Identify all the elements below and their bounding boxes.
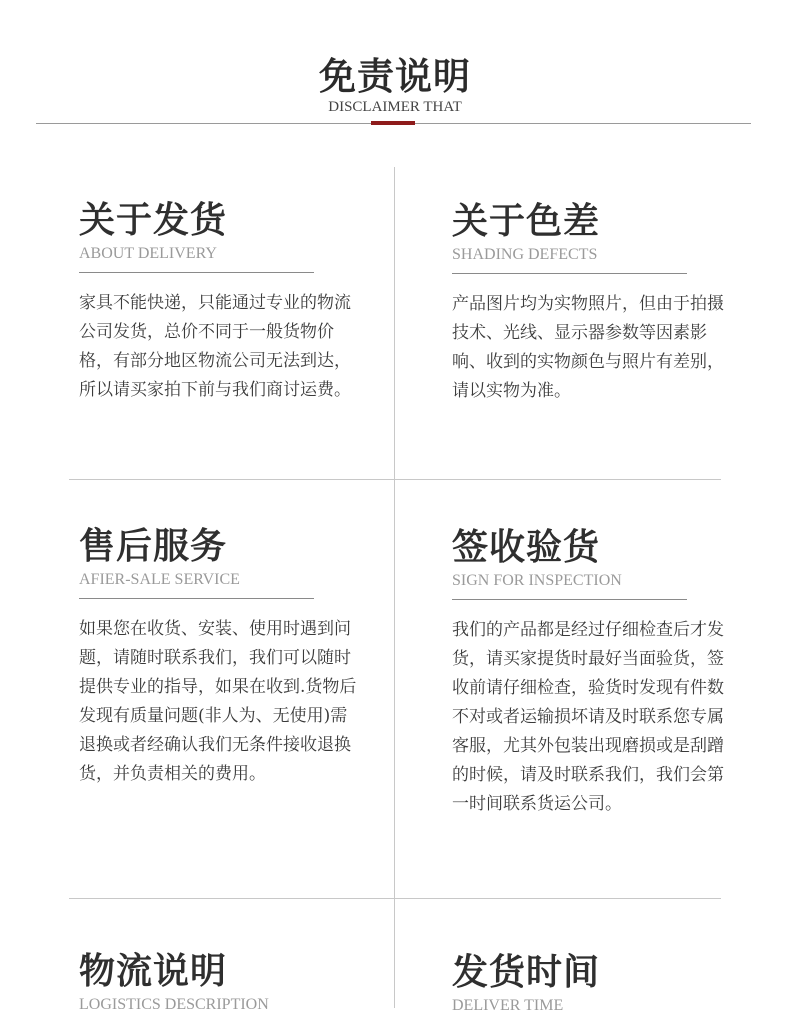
section-subtitle: SIGN FOR INSPECTION xyxy=(452,572,622,589)
section-body: 如果您在收货、安装、使用时遇到问题，请随时联系我们，我们可以随时提供专业的指导，如果在收到.货物后发现有质量问题(非人为、无使用)需退换或者经确认我们无条件接收退换货，并负责相关的费用。 xyxy=(79,619,357,784)
section-subtitle: LOGISTICS DESCRIPTION xyxy=(79,996,269,1013)
section-deliver-time xyxy=(452,950,752,1016)
section-about-delivery xyxy=(79,198,379,405)
section-body: 产品图片均为实物照片，但由于拍摄技术、光线、显示器参数等因素影响、收到的实物颜色与照片有差别，请以实物为准。 xyxy=(452,294,724,401)
section-title: 签收验货 xyxy=(452,526,601,568)
header-accent-bar xyxy=(371,121,415,125)
section-divider xyxy=(452,273,687,274)
section-after-sale-service xyxy=(79,524,379,789)
section-title: 关于色差 xyxy=(452,200,601,242)
section-divider xyxy=(79,272,314,273)
section-subtitle: DELIVER TIME xyxy=(452,997,564,1014)
section-subtitle: ABOUT DELIVERY xyxy=(79,245,217,262)
section-subtitle: SHADING DEFECTS xyxy=(452,246,598,263)
section-title: 物流说明 xyxy=(79,950,228,992)
row-divider xyxy=(69,898,721,899)
column-divider xyxy=(394,167,395,1008)
section-title: 发货时间 xyxy=(452,951,601,993)
section-sign-for-inspection xyxy=(452,525,752,819)
section-subtitle: AFIER-SALE SERVICE xyxy=(79,571,240,588)
section-title: 关于发货 xyxy=(79,199,228,241)
section-divider xyxy=(79,598,314,599)
section-shading-defects xyxy=(452,199,752,406)
section-body: 我们的产品都是经过仔细检查后才发货，请买家提货时最好当面验货，签收前请仔细检查，验货时发现有件数不对或者运输损坏请及时联系您专属客服，尤其外包装出现磨损或是刮蹭的时候，请及时联系我们，我们会第一时间联系货运公司。 xyxy=(452,620,724,814)
section-divider xyxy=(452,599,687,600)
page-subtitle: DISCLAIMER THAT xyxy=(328,99,462,115)
section-logistics-description xyxy=(79,949,379,1015)
row-divider xyxy=(69,479,721,480)
page-title: 免责说明 xyxy=(319,54,471,98)
section-title: 售后服务 xyxy=(79,525,228,567)
section-body: 家具不能快递，只能通过专业的物流公司发货，总价不同于一般货物价格，有部分地区物流公司无法到达，所以请买家拍下前与我们商讨运费。 xyxy=(79,293,351,400)
